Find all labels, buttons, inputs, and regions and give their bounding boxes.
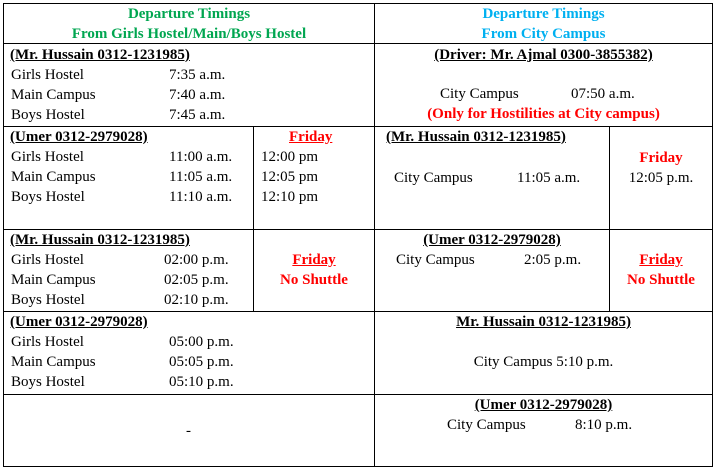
right-header-line2: From City Campus xyxy=(481,26,606,42)
left-block3-place-1: Girls Hostel xyxy=(11,252,84,268)
right-block1-time: 07:50 a.m. xyxy=(571,86,635,102)
left-block2-friday-time-3: 12:10 pm xyxy=(261,189,319,205)
left-block3-time-1: 02:00 p.m. xyxy=(164,252,229,268)
left-block2-time-2: 11:05 a.m. xyxy=(169,169,233,185)
left-block2-place-3: Boys Hostel xyxy=(11,189,85,205)
left-header-line1: Departure Timings xyxy=(127,6,251,22)
left-block2-friday-time-1: 12:00 pm xyxy=(261,149,319,165)
right-block1-place: City Campus xyxy=(440,86,519,102)
right-block4-text: City Campus 5:10 p.m. xyxy=(473,354,614,370)
left-block1-place-1: Girls Hostel xyxy=(11,67,84,83)
left-block4-time-2: 05:05 p.m. xyxy=(169,354,234,370)
left-block3-place-2: Main Campus xyxy=(11,272,96,288)
left-block2-place-1: Girls Hostel xyxy=(11,149,84,165)
right-block3-friday-note: No Shuttle xyxy=(627,272,695,288)
left-block1-place-2: Main Campus xyxy=(11,87,96,103)
left-header-line2: From Girls Hostel/Main/Boys Hostel xyxy=(71,26,307,42)
right-block1-contact: (Driver: Mr. Ajmal 0300-3855382) xyxy=(434,47,653,63)
left-friday-divider-1 xyxy=(253,126,254,229)
left-block1-contact: (Mr. Hussain 0312-1231985) xyxy=(10,47,190,63)
border-bottom xyxy=(3,466,713,467)
left-block3-contact: (Mr. Hussain 0312-1231985) xyxy=(10,232,190,248)
left-block4-place-1: Girls Hostel xyxy=(11,334,84,350)
left-block1-place-3: Boys Hostel xyxy=(11,107,85,123)
right-block3-friday-title: Friday xyxy=(639,252,683,268)
left-block1-time-1: 7:35 a.m. xyxy=(169,67,226,83)
left-block4-contact: (Umer 0312-2979028) xyxy=(10,314,148,330)
left-block5-dash: - xyxy=(186,423,191,439)
right-block2-time: 11:05 a.m. xyxy=(517,170,581,186)
left-block2-friday-time-2: 12:05 pm xyxy=(261,169,319,185)
right-block3-place: City Campus xyxy=(396,252,475,268)
left-block4-time-1: 05:00 p.m. xyxy=(169,334,234,350)
left-block4-time-3: 05:10 p.m. xyxy=(169,374,234,390)
right-block4-contact: Mr. Hussain 0312-1231985) xyxy=(456,314,631,330)
left-block1-time-3: 7:45 a.m. xyxy=(169,107,226,123)
left-block3-time-2: 02:05 p.m. xyxy=(164,272,229,288)
right-block5-contact: (Umer 0312-2979028) xyxy=(474,397,613,413)
right-block3-time: 2:05 p.m. xyxy=(524,252,582,268)
left-block4-place-2: Main Campus xyxy=(11,354,96,370)
right-block1-note: (Only for Hostilities at City campus) xyxy=(427,106,660,122)
right-block2-place: City Campus xyxy=(394,170,473,186)
left-block2-time-1: 11:00 a.m. xyxy=(169,149,233,165)
left-block3-friday-title: Friday xyxy=(292,252,336,268)
left-block3-friday-note: No Shuttle xyxy=(280,272,348,288)
border-left xyxy=(3,3,4,467)
left-block2-contact: (Umer 0312-2979028) xyxy=(10,129,148,145)
left-block2-place-2: Main Campus xyxy=(11,169,96,185)
right-block2-contact: (Mr. Hussain 0312-1231985) xyxy=(386,129,566,145)
right-block3-contact: (Umer 0312-2979028) xyxy=(423,232,561,248)
left-block3-place-3: Boys Hostel xyxy=(11,292,85,308)
right-block5-place: City Campus xyxy=(447,417,526,433)
left-block1-time-2: 7:40 a.m. xyxy=(169,87,226,103)
right-block2-friday-title: Friday xyxy=(639,150,683,166)
left-block2-friday-title: Friday xyxy=(289,129,333,145)
right-block5-time: 8:10 p.m. xyxy=(575,417,633,433)
right-header-line1: Departure Timings xyxy=(482,6,605,22)
right-block2-friday-time: 12:05 p.m. xyxy=(628,170,694,186)
left-block3-time-3: 02:10 p.m. xyxy=(164,292,229,308)
border-right xyxy=(712,3,713,467)
left-block4-place-3: Boys Hostel xyxy=(11,374,85,390)
left-block2-time-3: 11:10 a.m. xyxy=(169,189,233,205)
